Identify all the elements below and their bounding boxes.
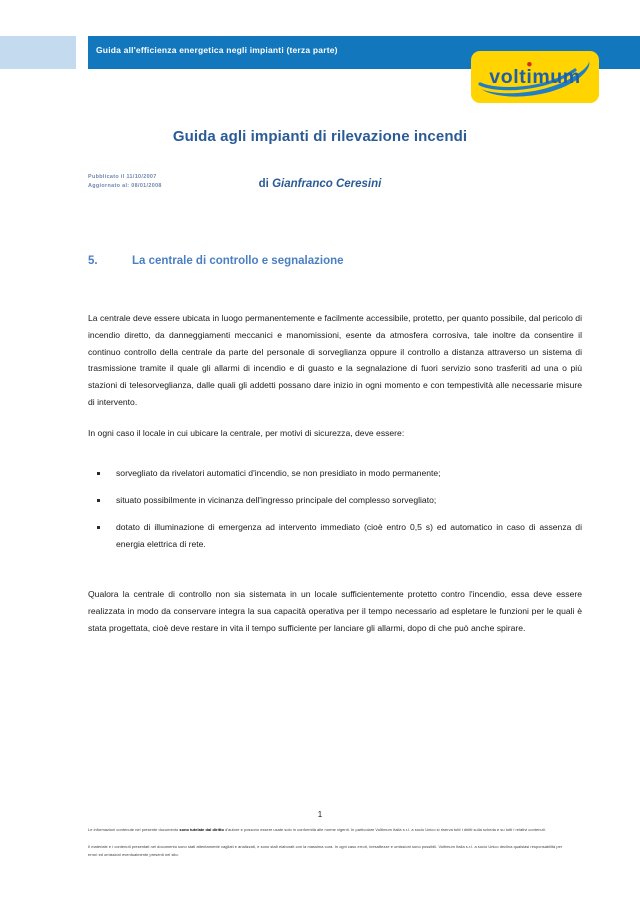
page-footer [88, 826, 566, 868]
document-body [88, 310, 582, 651]
section-heading [88, 255, 568, 267]
square-bullet-icon [97, 526, 100, 529]
list-item-text: situato possibilmente in vicinanza dell'ingresso principale del complesso sorvegliato; [116, 495, 437, 505]
body-paragraph-3: Qualora la centrale di controllo non sia sistemata in un locale sufficientemente protetto contro l'incendio, essa deve essere realizzata in modo da conservare integra la sua capacità operativa per il tempo necessario ad espletare le funzioni per le quali è stata progettata, cioè deve restare in vita il tempo sufficiente per lanciare gli allarmi, dopo di che può anche spirare. [88, 589, 582, 633]
updated-date: Aggiornato al: 08/01/2008 [88, 183, 162, 190]
disclaimer-text-before: Le informazioni contenute nel presente documento [88, 827, 180, 832]
voltimum-logo[interactable] [471, 51, 599, 103]
disclaimer-paragraph-1 [88, 826, 566, 834]
section-title: La centrale di controllo e segnalazione [132, 255, 344, 267]
page-number: 1 [317, 810, 323, 819]
disclaimer-emphasis: sono tutelate dal diritto [179, 827, 224, 832]
list-item-text: dotato di illuminazione di emergenza ad intervento immediato (cioè entro 0,5 s) ed automatico in caso di assenza di energia elettrica di rete. [116, 521, 582, 549]
byline-prefix: di [258, 178, 269, 190]
square-bullet-icon [97, 499, 100, 502]
svg-text:voltimum: voltimum [489, 66, 581, 88]
disclaimer-text-after: d'autore e possono essere usate solo in conformità alle norme vigenti. In particolare Voltimum Italia s.r.l. a socio Unico si riserva tutti i diritti sulla scheda e su tutti i relativi contenuti. [223, 827, 546, 832]
page-title: Guida agli impianti di rilevazione incendi [172, 128, 468, 145]
body-paragraph-2: In ogni caso il locale in cui ubicare la centrale, per motivi di sicurezza, deve essere: [88, 427, 405, 438]
page-header [0, 0, 640, 120]
body-paragraph-1: La centrale deve essere ubicata in luogo permanentemente e facilmente accessibile, protetto, per quanto possibile, dal pericolo di incendio diretto, da danneggiamenti meccanici e manomissioni, esente da atmosfera corrosiva, tale inoltre da consentire il continuo controllo della centrale da parte del personale di sorveglianza oppure il controllo a distanza attraverso un sistema di trasmissione tramite il quale gli allarmi di incendio e di guasto e la segnalazione di fuori servizio sono trasferiti ad una o più stazioni di telesorveglianza, dalle quali gli addetti possano dare inizio in ogni momento e con tempestività alle necessarie misure di intervento. [88, 313, 582, 407]
published-date: Pubblicato il 11/10/2007 [88, 174, 157, 180]
list-item [88, 465, 582, 482]
section-number: 5. [88, 255, 98, 267]
list-item [88, 519, 582, 553]
author-name: Gianfranco Ceresini [272, 178, 382, 190]
byline [0, 178, 640, 190]
disclaimer-paragraph-2: Il materiale e i contenuti presentati nel documento sono stati attentamente vagliati e analizzati, e sono stati elaborati con la massima cura. In ogni caso errori, inesattezze e omissioni sono possibili. Voltimum Italia s.r.l. a socio Unico declina qualsiasi responsabilità per errori ed omissioni eventualmente presenti nel sito. [88, 844, 563, 857]
requirements-list [88, 465, 582, 552]
list-item [88, 492, 582, 509]
list-item-text: sorvegliato da rivelatori automatici d'incendio, se non presidiato in modo permanente; [116, 468, 441, 479]
header-accent-block [0, 36, 76, 69]
header-banner-title: Guida all'efficienza energetica negli impianti (terza parte) [96, 45, 338, 55]
square-bullet-icon [97, 472, 100, 475]
